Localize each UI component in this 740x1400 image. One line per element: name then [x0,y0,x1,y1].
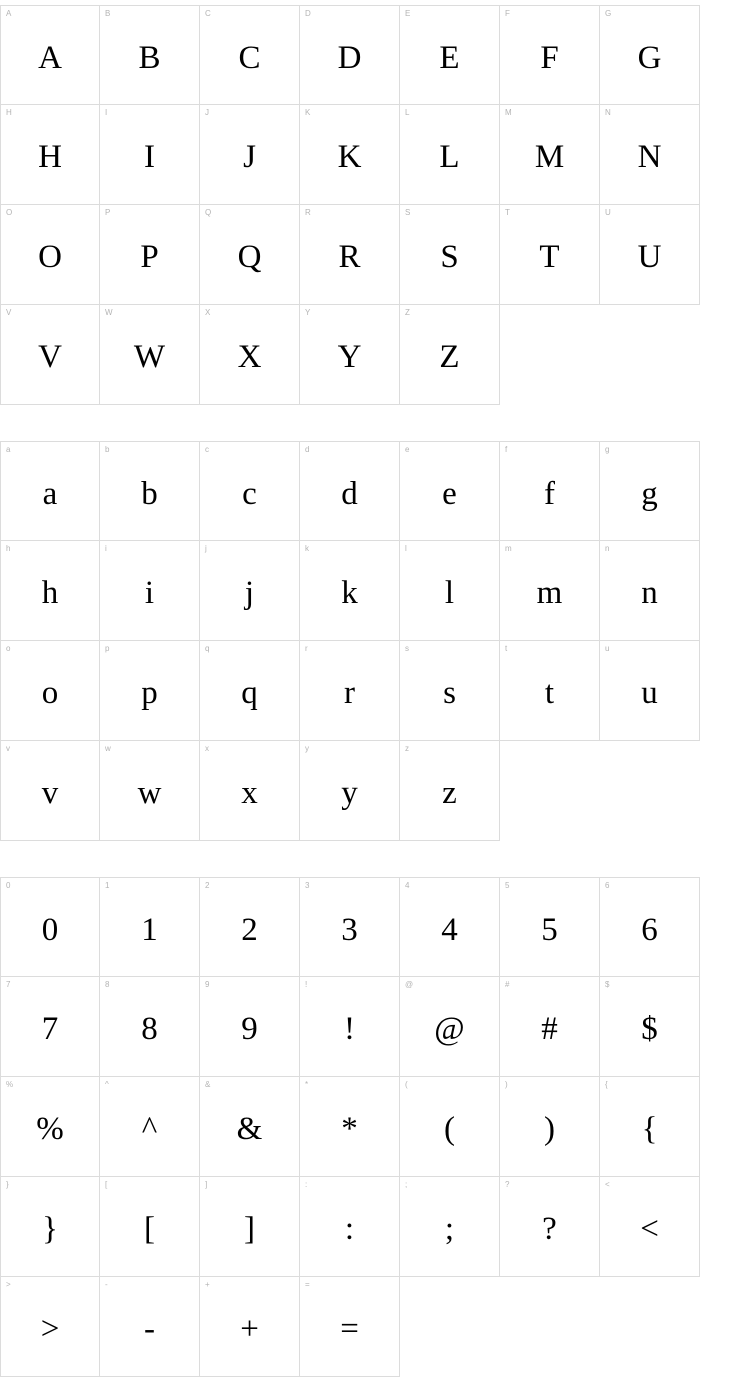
glyph-cell[interactable] [500,1177,600,1277]
glyph-character: 2 [241,911,258,948]
glyph-code-label: ^ [105,1080,109,1089]
glyph-code-label: R [305,208,311,217]
glyph-character: a [42,475,58,512]
section-spacer [0,405,740,441]
glyph-code-label: T [505,208,510,217]
glyph-code-label: 5 [505,881,510,890]
glyph-character: E [439,39,460,76]
glyph-code-label: 6 [605,881,610,890]
glyph-cell[interactable] [300,441,400,541]
glyph-cell[interactable] [200,1077,300,1177]
glyph-character: m [536,575,563,611]
glyph-code-label: 7 [6,980,11,989]
glyph-cell[interactable] [100,877,200,977]
glyph-cell-empty [600,741,700,841]
glyph-cell[interactable] [0,1077,100,1177]
glyph-character: t [544,675,555,711]
glyph-code-label: x [205,744,209,753]
glyph-code-label: s [405,644,409,653]
glyph-character: b [141,475,158,512]
glyph-character: @ [434,1011,465,1047]
glyph-row [0,877,700,977]
glyph-character: k [341,575,358,611]
glyph-code-label: % [6,1080,14,1089]
glyph-code-label: 0 [6,881,11,890]
glyph-cell[interactable] [100,977,200,1077]
glyph-character: q [241,675,258,711]
glyph-cell[interactable] [300,1077,400,1177]
glyph-code-label: & [205,1080,211,1089]
glyph-code-label: + [205,1280,210,1289]
glyph-cell[interactable] [500,5,600,105]
glyph-character: ? [542,1211,557,1247]
glyph-code-label: o [6,644,11,653]
glyph-row [0,1277,700,1377]
glyph-cell[interactable] [300,1177,400,1277]
glyph-code-label: $ [605,980,610,989]
glyph-character: ; [444,1211,455,1247]
glyph-cell[interactable] [500,541,600,641]
glyph-character: J [243,139,256,175]
glyph-code-label: Q [205,208,212,217]
glyph-character: O [38,239,62,275]
glyph-character: Q [237,239,262,275]
glyph-cell[interactable] [300,1277,400,1377]
glyph-code-label: ; [405,1180,408,1189]
glyph-code-label: r [305,644,308,653]
glyph-character: * [341,1111,358,1147]
glyph-code-label: O [6,208,13,217]
glyph-character: V [38,339,62,375]
glyph-character: n [641,575,658,611]
glyph-cell[interactable] [400,105,500,205]
glyph-cell[interactable] [600,641,700,741]
glyph-cell[interactable] [200,5,300,105]
glyph-code-label: b [105,445,110,454]
glyph-cell[interactable] [400,641,500,741]
glyph-character: + [240,1311,259,1347]
glyph-code-label: I [105,108,108,117]
glyph-code-label: a [6,445,11,454]
glyph-cell[interactable] [500,105,600,205]
glyph-character: ^ [141,1111,158,1147]
glyph-character: S [440,239,459,275]
glyph-code-label: } [6,1180,9,1189]
glyph-cell[interactable] [100,441,200,541]
glyph-cell-empty [500,741,600,841]
glyph-character: [ [144,1211,155,1247]
glyph-code-label: L [405,108,410,117]
glyph-cell[interactable] [0,305,100,405]
glyph-cell[interactable] [600,205,700,305]
glyph-row [0,741,700,841]
glyph-row [0,541,700,641]
glyph-character: s [443,675,456,711]
glyph-cell[interactable] [100,205,200,305]
glyph-character: h [41,575,59,611]
glyph-code-label: ) [505,1080,508,1089]
glyph-cell[interactable] [400,5,500,105]
glyph-row [0,641,700,741]
glyph-character: : [344,1211,355,1247]
glyph-cell[interactable] [500,1077,600,1177]
glyph-cell[interactable] [600,1077,700,1177]
glyph-character: e [442,475,457,512]
glyph-row [0,305,700,405]
glyph-character: G [637,39,662,76]
glyph-character: > [40,1311,60,1347]
glyph-code-label: ] [205,1180,208,1189]
glyph-code-label: @ [405,980,414,989]
glyph-character: X [237,339,262,375]
glyph-code-label: K [305,108,311,117]
glyph-character: u [641,675,658,711]
glyph-character: W [133,339,166,375]
glyph-code-label: ? [505,1180,510,1189]
glyph-character: R [338,239,361,275]
glyph-cell[interactable] [300,5,400,105]
glyph-cell[interactable] [400,741,500,841]
glyph-character: 8 [141,1011,158,1047]
glyph-cell[interactable] [200,977,300,1077]
glyph-code-label: : [305,1180,308,1189]
glyph-code-label: V [6,308,12,317]
glyph-code-label: m [505,544,512,553]
glyph-code-label: J [205,108,209,117]
glyph-cell[interactable] [300,105,400,205]
glyph-code-label: h [6,544,11,553]
glyph-row [0,205,700,305]
glyph-code-label: n [605,544,610,553]
glyph-row [0,1177,700,1277]
glyph-code-label: P [105,208,111,217]
glyph-cell[interactable] [200,641,300,741]
glyph-row [0,5,700,105]
glyph-character: 9 [241,1011,258,1047]
glyph-character: g [641,475,658,512]
glyph-cell[interactable] [200,1277,300,1377]
glyph-code-label: G [605,9,612,18]
glyph-cell[interactable] [300,541,400,641]
glyph-cell[interactable] [400,441,500,541]
glyph-cell[interactable] [400,205,500,305]
glyph-character: K [337,139,362,175]
glyph-code-label: U [605,208,611,217]
glyph-character: x [241,775,258,811]
glyph-character: l [444,575,455,611]
glyph-character: T [539,239,560,275]
glyph-code-label: f [505,445,508,454]
glyph-cell[interactable] [100,105,200,205]
glyph-cell[interactable] [400,1177,500,1277]
glyph-cell[interactable] [200,441,300,541]
glyph-cell[interactable] [500,641,600,741]
glyph-character: ( [444,1111,455,1147]
glyph-cell[interactable] [0,641,100,741]
glyph-character: 0 [41,911,59,948]
glyph-character: P [140,239,159,275]
glyph-code-label: Y [305,308,311,317]
glyph-character: z [442,775,457,811]
glyph-section-lowercase [0,441,700,841]
glyph-character: 3 [341,911,358,948]
glyph-character: F [540,39,559,76]
glyph-section-digits-and-symbols [0,877,700,1377]
glyph-character: Y [337,339,362,375]
glyph-cell[interactable] [300,205,400,305]
glyph-character: v [41,775,59,811]
glyph-code-label: # [505,980,510,989]
glyph-code-label: [ [105,1180,108,1189]
glyph-code-label: - [105,1280,108,1289]
glyph-cell-empty [600,1277,700,1377]
glyph-cell[interactable] [0,977,100,1077]
glyph-character: U [637,239,662,275]
glyph-code-label: ! [305,980,308,989]
glyph-cell[interactable] [0,205,100,305]
glyph-section-uppercase [0,5,700,405]
glyph-character: 1 [141,911,158,948]
glyph-code-label: l [405,544,407,553]
glyph-character: c [242,475,257,512]
glyph-character: C [238,39,261,76]
glyph-cell[interactable] [200,541,300,641]
glyph-character: Z [439,339,460,375]
glyph-character: - [144,1311,155,1347]
glyph-code-label: W [105,308,113,317]
glyph-code-label: q [205,644,210,653]
glyph-character: j [244,575,255,611]
glyph-character: 5 [541,911,558,948]
glyph-cell[interactable] [300,641,400,741]
glyph-character: N [637,139,662,175]
glyph-cell[interactable] [100,1277,200,1377]
glyph-character: y [341,775,358,811]
glyph-code-label: A [6,9,12,18]
glyph-cell[interactable] [300,977,400,1077]
glyph-character: p [141,675,158,711]
glyph-cell[interactable] [600,977,700,1077]
glyph-cell-empty [600,305,700,405]
glyph-code-label: D [305,9,311,18]
glyph-cell[interactable] [600,877,700,977]
glyph-code-label: S [405,208,411,217]
glyph-code-label: w [105,744,111,753]
glyph-cell[interactable] [100,305,200,405]
glyph-code-label: 9 [205,980,210,989]
glyph-code-label: 2 [205,881,210,890]
glyph-cell[interactable] [0,441,100,541]
glyph-cell[interactable] [100,641,200,741]
glyph-cell[interactable] [200,305,300,405]
glyph-cell[interactable] [200,877,300,977]
glyph-cell[interactable] [0,1177,100,1277]
glyph-code-label: > [6,1280,11,1289]
glyph-cell[interactable] [600,541,700,641]
glyph-character: 6 [641,911,658,948]
glyph-cell[interactable] [200,105,300,205]
glyph-cell[interactable] [300,741,400,841]
glyph-character: # [541,1011,558,1047]
glyph-cell[interactable] [200,741,300,841]
glyph-code-label: j [205,544,207,553]
glyph-sections [0,5,740,1377]
glyph-code-label: M [505,108,512,117]
glyph-cell[interactable] [0,5,100,105]
glyph-character: 4 [441,911,458,948]
glyph-character: & [236,1111,263,1147]
glyph-code-label: c [205,445,209,454]
glyph-code-label: < [605,1180,610,1189]
glyph-character: } [42,1211,58,1247]
glyph-code-label: N [605,108,611,117]
glyph-character: o [41,675,59,711]
glyph-cell-empty [500,305,600,405]
glyph-code-label: C [205,9,211,18]
glyph-character: ! [344,1011,355,1047]
glyph-cell[interactable] [0,105,100,205]
glyph-code-label: e [405,445,410,454]
glyph-code-label: t [505,644,508,653]
glyph-cell[interactable] [300,305,400,405]
glyph-character: H [38,139,62,175]
glyph-cell[interactable] [100,541,200,641]
glyph-code-label: Z [405,308,410,317]
glyph-character: 7 [41,1011,59,1047]
glyph-code-label: * [305,1080,309,1089]
glyph-row [0,977,700,1077]
glyph-cell[interactable] [600,1177,700,1277]
glyph-cell[interactable] [500,205,600,305]
glyph-cell[interactable] [400,541,500,641]
glyph-cell[interactable] [400,877,500,977]
glyph-cell[interactable] [500,441,600,541]
glyph-row [0,441,700,541]
glyph-character: i [144,575,155,611]
glyph-character: $ [641,1011,658,1047]
glyph-character: d [341,475,358,512]
glyph-character: A [38,39,62,76]
glyph-code-label: 1 [105,881,110,890]
glyph-character: ) [544,1111,555,1147]
section-spacer [0,841,740,877]
glyph-code-label: v [6,744,10,753]
glyph-cell[interactable] [200,1177,300,1277]
glyph-character: M [534,139,565,175]
glyph-character: I [144,139,155,175]
glyph-code-label: = [305,1280,310,1289]
glyph-code-label: d [305,445,310,454]
glyph-cell[interactable] [0,741,100,841]
glyph-cell[interactable] [400,305,500,405]
glyph-code-label: u [605,644,610,653]
glyph-cell[interactable] [0,877,100,977]
glyph-cell[interactable] [100,1077,200,1177]
glyph-cell[interactable] [600,441,700,541]
glyph-cell[interactable] [100,1177,200,1277]
glyph-code-label: p [105,644,110,653]
glyph-cell[interactable] [400,977,500,1077]
glyph-row [0,1077,700,1177]
glyph-cell[interactable] [100,5,200,105]
glyph-cell[interactable] [600,105,700,205]
glyph-cell-empty [500,1277,600,1377]
glyph-character: D [337,39,362,76]
glyph-character: L [439,139,460,175]
glyph-cell[interactable] [0,1277,100,1377]
glyph-character: = [340,1311,359,1347]
glyph-character: w [137,775,162,811]
glyph-cell[interactable] [500,977,600,1077]
glyph-code-label: 4 [405,881,410,890]
glyph-code-label: X [205,308,211,317]
glyph-code-label: E [405,9,411,18]
glyph-character: f [544,475,555,512]
glyph-cell[interactable] [300,877,400,977]
glyph-character: { [641,1111,658,1147]
glyph-code-label: y [305,744,309,753]
glyph-cell[interactable] [100,741,200,841]
glyph-code-label: { [605,1080,608,1089]
glyph-row [0,105,700,205]
glyph-character: < [640,1211,659,1247]
glyph-cell[interactable] [600,5,700,105]
glyph-character: r [344,675,355,711]
glyph-cell[interactable] [200,205,300,305]
glyph-code-label: F [505,9,510,18]
glyph-cell[interactable] [500,877,600,977]
glyph-code-label: H [6,108,12,117]
glyph-cell-empty [400,1277,500,1377]
glyph-character: % [36,1111,64,1147]
glyph-code-label: i [105,544,107,553]
glyph-code-label: B [105,9,111,18]
glyph-character: ] [244,1211,255,1247]
glyph-character: B [138,39,161,76]
glyph-cell[interactable] [400,1077,500,1177]
glyph-code-label: ( [405,1080,408,1089]
glyph-code-label: z [405,744,409,753]
glyph-code-label: 3 [305,881,310,890]
glyph-cell[interactable] [0,541,100,641]
glyph-code-label: g [605,445,610,454]
glyph-code-label: k [305,544,309,553]
glyph-code-label: 8 [105,980,110,989]
